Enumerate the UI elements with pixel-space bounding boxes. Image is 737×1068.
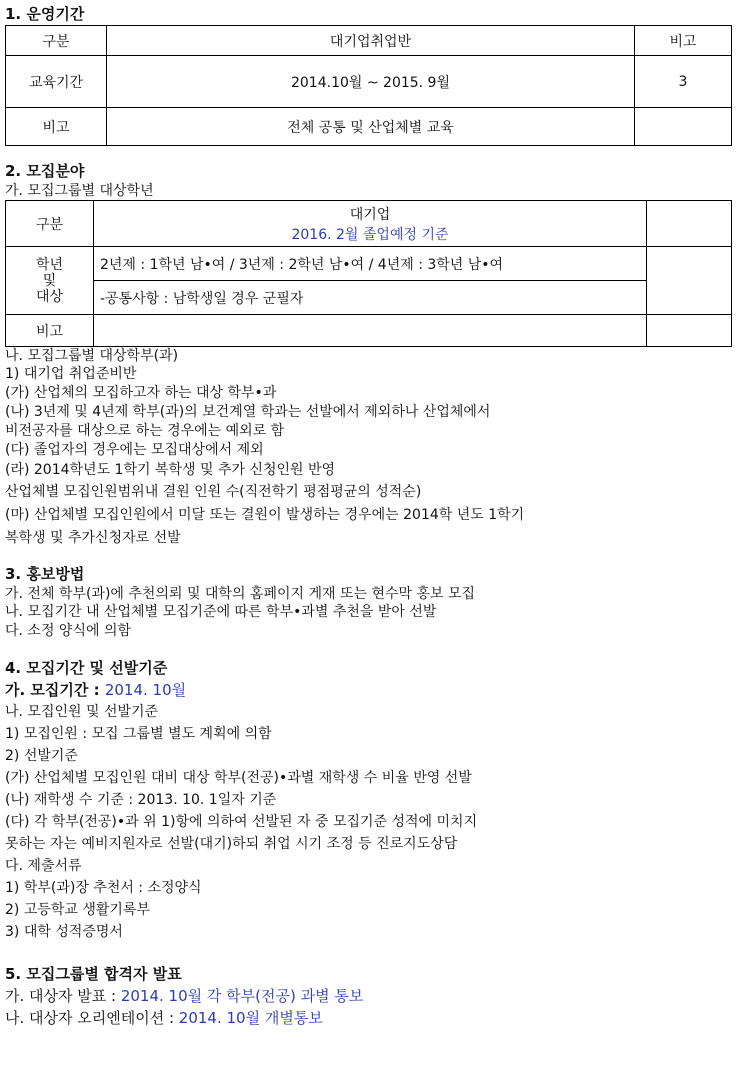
cell-grade-target-line1: 2년제 : 1학년 남•여 / 3년제 : 2학년 남•여 / 4년제 : 3학년 남•여 <box>94 247 647 281</box>
cell-remarks-value: 전체 공통 및 산업체별 교육 <box>107 108 635 146</box>
text-line: (가) 산업체별 모집인원 대비 대상 학부(전공)•과별 재학생 수 비율 반영 선발 <box>5 770 472 786</box>
text-line: (다) 졸업자의 경우에는 모집대상에서 제외 <box>5 442 264 458</box>
cell-grade-target-remark <box>647 247 732 315</box>
text-line: 못하는 자는 예비지원자로 선발(대기)하되 취업 시기 조정 등 진로지도상담 <box>5 836 458 852</box>
cell-education-period-label: 교육기간 <box>6 56 107 108</box>
orientation-label: 나. 대상자 오리엔테이션 : <box>5 1009 179 1027</box>
text-line: 2) 선발기준 <box>5 748 78 764</box>
header-category: 구분 <box>6 26 107 56</box>
recruit-period-value: 2014. 10월 <box>104 681 187 699</box>
text-line: 다. 소정 양식에 의함 <box>5 623 131 639</box>
cell-remarks-label: 비고 <box>6 315 94 347</box>
grade-label-c: 대상 <box>35 288 64 305</box>
section-3-title: 3. 홍보방법 <box>5 565 85 583</box>
table-row <box>6 56 732 108</box>
text-line: 다. 제출서류 <box>5 858 82 874</box>
section-1-title: 1. 운영기간 <box>5 5 85 23</box>
table-row <box>6 108 732 146</box>
header-remarks: 비고 <box>635 26 732 56</box>
cell-education-period-value: 2014.10월 ~ 2015. 9월 <box>107 56 635 108</box>
table-header-row <box>6 201 732 247</box>
text-line: 산업체별 모집인원범위내 결원 인원 수(직전학기 평점평균의 성적순) <box>5 484 422 500</box>
cell-grade-target-label <box>6 247 94 315</box>
text-line: 가. 전체 학부(과)에 추천의뢰 및 대학의 홈페이지 게재 또는 현수막 홍보 모집 <box>5 586 476 602</box>
section-5-title: 5. 모집그룹별 합격자 발표 <box>5 965 182 983</box>
recruit-group-table <box>5 200 732 347</box>
section-4-title: 4. 모집기간 및 선발기준 <box>5 659 168 677</box>
table-row <box>6 281 732 315</box>
header-category: 구분 <box>6 201 94 247</box>
header-program: 대기업취업반 <box>107 26 635 56</box>
text-line: 1) 모집인원 : 모집 그룹별 별도 계획에 의함 <box>5 726 272 742</box>
operation-period-table <box>5 25 732 146</box>
orientation-line <box>5 1007 731 1029</box>
text-line: (나) 3년제 및 4년제 학부(과)의 보건계열 학과는 선발에서 제외하나 산업체에서 <box>5 404 491 420</box>
table-header-row <box>6 26 732 56</box>
announce-line <box>5 985 731 1007</box>
text-line: (마) 산업체별 모집인원에서 미달 또는 결원이 발생하는 경우에는 2014학 년도 1학기 <box>5 507 525 523</box>
text-line: (다) 각 학부(전공)•과 위 1)항에 의하여 선발된 자 중 모집기준 성적에 미치지 <box>5 814 478 830</box>
grade-label-b: 및 <box>42 272 57 289</box>
section-2-sub-ga: 가. 모집그룹별 대상학년 <box>5 183 154 199</box>
header-graduation-basis: 2016. 2월 졸업예정 기준 <box>291 226 449 243</box>
text-line: 나. 모집인원 및 선발기준 <box>5 704 159 720</box>
grade-label-a: 학년 <box>35 256 64 273</box>
text-line: 나. 모집그룹별 대상학부(과) <box>5 348 179 364</box>
text-line: (나) 재학생 수 기준 : 2013. 10. 1일자 기준 <box>5 792 277 808</box>
section-2-body <box>5 347 731 549</box>
announce-value: 2014. 10월 각 학부(전공) 과별 통보 <box>120 987 364 1005</box>
cell-remarks-empty-2 <box>647 315 732 347</box>
section-2-title: 2. 모집분야 <box>5 162 85 180</box>
cell-education-period-remark: 3 <box>635 56 732 108</box>
cell-grade-target-line2: -공통사항 : 남학생일 경우 군필자 <box>94 281 647 315</box>
text-line: 2) 고등학교 생활기록부 <box>5 902 150 918</box>
cell-remarks-empty <box>635 108 732 146</box>
text-line: (가) 산업체의 모집하고자 하는 대상 학부•과 <box>5 385 277 401</box>
cell-remarks-empty <box>94 315 647 347</box>
text-line: (라) 2014학년도 1학기 복학생 및 추가 신청인원 반영 <box>5 462 336 478</box>
text-line: 1) 대기업 취업준비반 <box>5 366 137 382</box>
text-line: 비전공자를 대상으로 하는 경우에는 예외로 함 <box>5 423 285 439</box>
recruit-period-label: 가. 모집기간 : <box>5 681 105 699</box>
text-line: 1) 학부(과)장 추천서 : 소정양식 <box>5 880 202 896</box>
table-row <box>6 315 732 347</box>
announce-label: 가. 대상자 발표 : <box>5 987 121 1005</box>
header-large-company <box>94 201 647 247</box>
text-line: 복학생 및 추가신청자로 선발 <box>5 530 181 546</box>
text-line: 3) 대학 성적증명서 <box>5 924 123 940</box>
cell-remarks-label: 비고 <box>6 108 107 146</box>
text-line: 나. 모집기간 내 산업체별 모집기준에 따른 학부•과별 추천을 받아 선발 <box>5 604 437 620</box>
header-large-company-label: 대기업 <box>349 206 391 223</box>
orientation-value: 2014. 10월 개별통보 <box>178 1009 323 1027</box>
recruit-period-line <box>5 679 731 701</box>
table-row <box>6 247 732 281</box>
header-empty <box>647 201 732 247</box>
document-page <box>5 0 731 1029</box>
